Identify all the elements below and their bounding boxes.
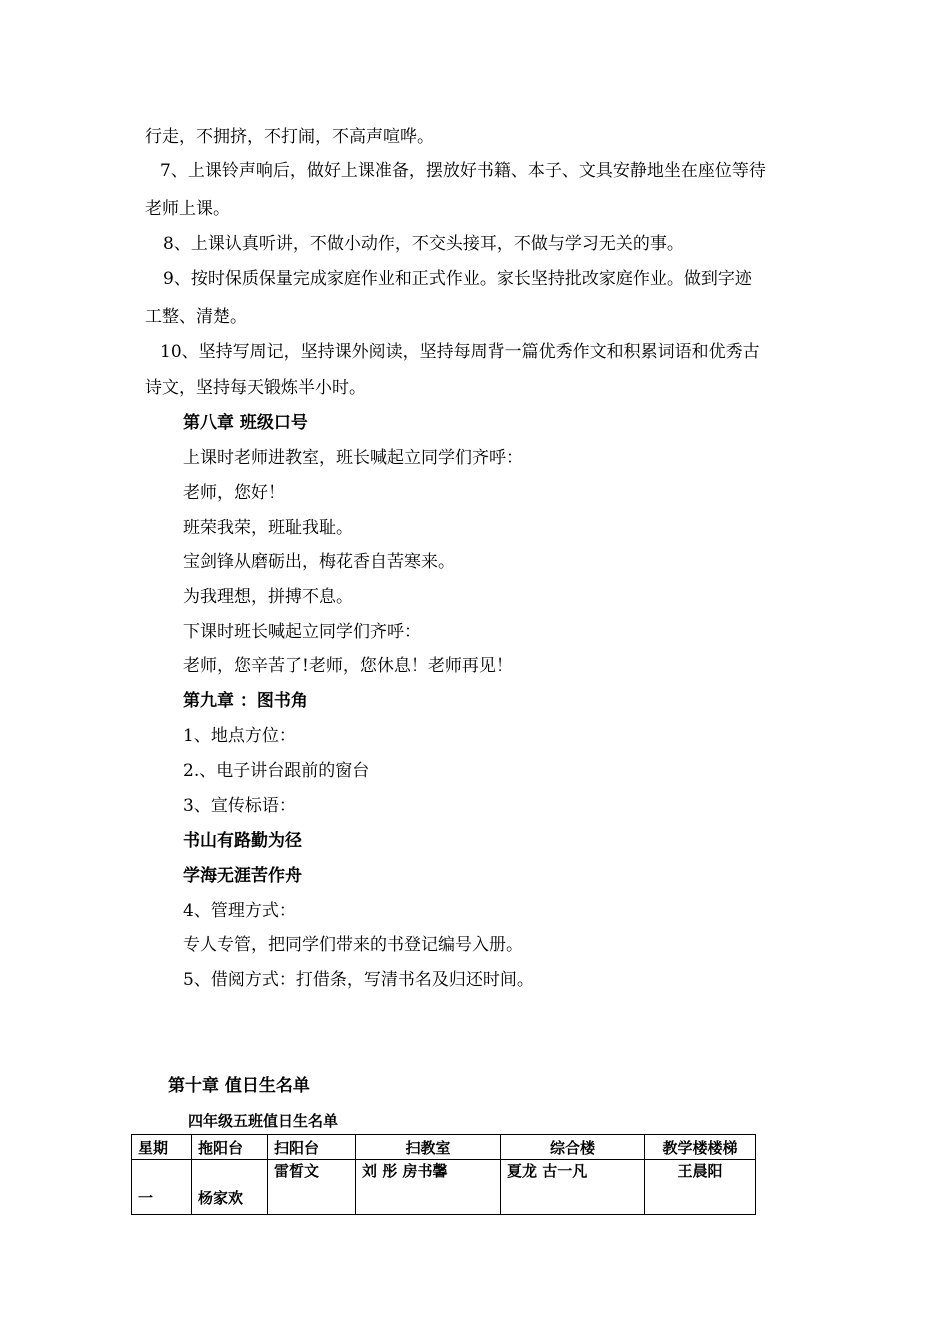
paragraph-line: 10、坚持写周记，坚持课外阅读，坚持每周背一篇优秀作文和积累词语和优秀古 bbox=[160, 342, 760, 362]
paragraph-line: 工整、清楚。 bbox=[145, 307, 247, 327]
chapter-heading: 第八章 班级口号 bbox=[183, 413, 308, 433]
header-cell: 拖阳台 bbox=[192, 1135, 268, 1160]
table-row bbox=[132, 1160, 756, 1215]
table-cell: 杨家欢 bbox=[192, 1160, 268, 1215]
header-cell: 扫教室 bbox=[356, 1135, 501, 1160]
table-cell: 一 bbox=[132, 1160, 192, 1215]
slogan-line: 班荣我荣，班耻我耻。 bbox=[183, 518, 353, 538]
table-header-row bbox=[132, 1135, 756, 1160]
slogan-line: 老师，您好！ bbox=[183, 483, 285, 503]
paragraph-line: 诗文，坚持每天锻炼半小时。 bbox=[145, 378, 366, 398]
table-cell: 王晨阳 bbox=[645, 1160, 756, 1215]
slogan-line: 宝剑锋从磨砺出，梅花香自苦寒来。 bbox=[183, 552, 455, 572]
slogan-bold: 书山有路勤为径 bbox=[183, 831, 302, 851]
header-cell: 扫阳台 bbox=[268, 1135, 356, 1160]
chapter-heading: 第十章 值日生名单 bbox=[168, 1076, 310, 1096]
list-item: 专人专管，把同学们带来的书登记编号入册。 bbox=[183, 935, 523, 955]
slogan-line: 老师，您辛苦了!老师，您休息！老师再见！ bbox=[183, 656, 513, 676]
paragraph-line: 行走，不拥挤，不打闹，不高声喧哗。 bbox=[145, 127, 434, 147]
table-cell: 雷晳文 bbox=[268, 1160, 356, 1215]
list-item: 1、地点方位： bbox=[183, 726, 296, 746]
paragraph-line: 老师上课。 bbox=[145, 199, 230, 219]
header-cell: 星期 bbox=[132, 1135, 192, 1160]
duty-roster-table bbox=[131, 1134, 756, 1215]
chapter-heading: 第九章 ：图书角 bbox=[183, 691, 308, 711]
header-cell: 教学楼楼梯 bbox=[645, 1135, 756, 1160]
paragraph-line: 8、上课认真听讲，不做小动作，不交头接耳，不做与学习无关的事。 bbox=[163, 234, 684, 254]
header-cell: 综合楼 bbox=[501, 1135, 645, 1160]
list-item: 3、宣传标语： bbox=[183, 796, 296, 816]
table-title: 四年级五班值日生名单 bbox=[188, 1112, 339, 1130]
list-item: 2.、电子讲台跟前的窗台 bbox=[183, 761, 370, 781]
slogan-line: 下课时班长喊起立同学们齐呼： bbox=[183, 622, 421, 642]
list-item: 5、借阅方式：打借条，写清书名及归还时间。 bbox=[183, 970, 534, 990]
table-cell: 夏龙 古一凡 bbox=[501, 1160, 645, 1215]
list-item: 4、管理方式： bbox=[183, 901, 296, 921]
paragraph-line: 7、上课铃声响后，做好上课准备，摆放好书籍、本子、文具安静地坐在座位等待 bbox=[160, 161, 766, 181]
slogan-line: 为我理想，拼搏不息。 bbox=[183, 587, 353, 607]
paragraph-line: 9、按时保质保量完成家庭作业和正式作业。家长坚持批改家庭作业。做到字迹 bbox=[163, 269, 752, 289]
slogan-bold: 学海无涯苦作舟 bbox=[183, 866, 302, 886]
slogan-line: 上课时老师进教室，班长喊起立同学们齐呼： bbox=[183, 448, 523, 468]
table-cell: 刘 彤 房书馨 bbox=[356, 1160, 501, 1215]
